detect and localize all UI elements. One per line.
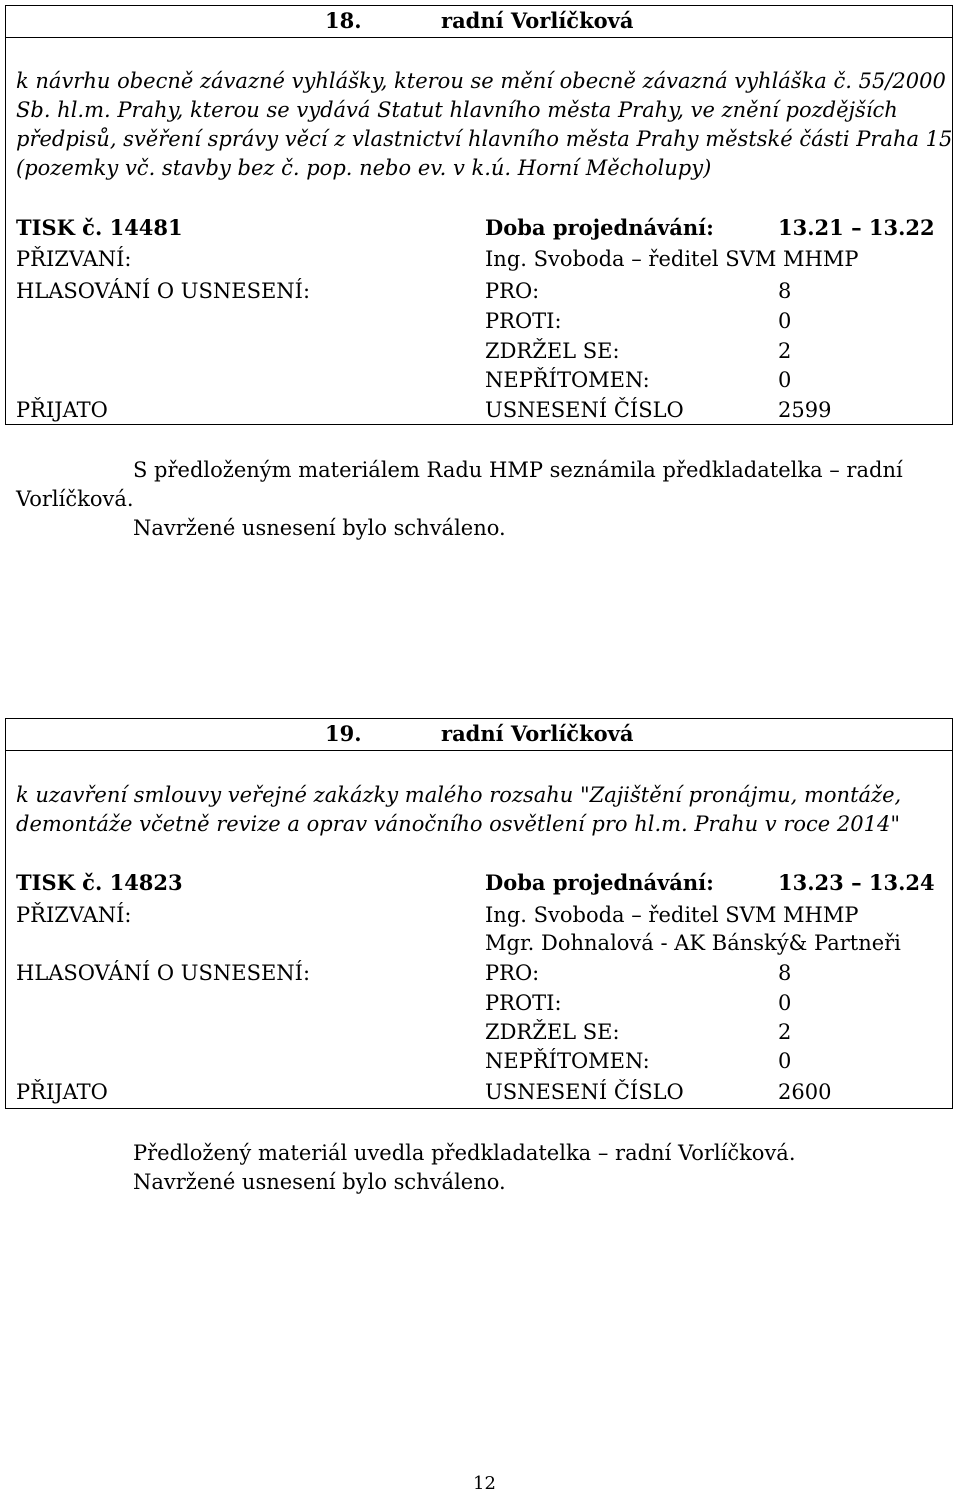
section-18-vote-nepritomen-label: NEPŘÍTOMEN: bbox=[485, 368, 650, 392]
section-19-subject-line-1: k uzavření smlouvy veřejné zakázky malého rozsahu "Zajištění pronájmu, montáže, bbox=[16, 783, 902, 807]
section-19-prijato: PŘIJATO bbox=[16, 1080, 108, 1104]
section-18-note-1: S předloženým materiálem Radu HMP seznámila předkladatelka – radní bbox=[133, 458, 903, 482]
section-19-number: 19. bbox=[325, 721, 362, 746]
section-19-doba-value: 13.23 – 13.24 bbox=[778, 870, 935, 895]
section-19-presenter: radní Vorlíčková bbox=[441, 721, 634, 746]
section-19-doba-label: Doba projednávání: bbox=[485, 870, 714, 895]
page-number: 12 bbox=[473, 1473, 496, 1494]
section-19-prizvani-1: Ing. Svoboda – ředitel SVM MHMP bbox=[485, 903, 859, 927]
section-19-usneseni-number: 2600 bbox=[778, 1080, 832, 1104]
section-18-prizvani-label: PŘIZVANÍ: bbox=[16, 247, 132, 271]
section-18-presenter: radní Vorlíčková bbox=[441, 8, 634, 33]
section-19-subject-line-2: demontáže včetně revize a oprav vánočního osvětlení pro hl.m. Prahu v roce 2014" bbox=[16, 812, 900, 836]
section-18-vote-proti-label: PROTI: bbox=[485, 309, 562, 333]
section-18-note-2: Vorlíčková. bbox=[16, 487, 134, 511]
section-18-number: 18. bbox=[325, 8, 362, 33]
section-18-usneseni-label: USNESENÍ ČÍSLO bbox=[485, 398, 684, 422]
section-18-prijato: PŘIJATO bbox=[16, 398, 108, 422]
section-19-vote-nepritomen-value: 0 bbox=[778, 1049, 792, 1073]
section-18-vote-zdrzel-label: ZDRŽEL SE: bbox=[485, 339, 620, 363]
section-18-usneseni-number: 2599 bbox=[778, 398, 832, 422]
section-19-vote-pro-value: 8 bbox=[778, 961, 792, 985]
section-18-subject-line-4: (pozemky vč. stavby bez č. pop. nebo ev. v k.ú. Horní Měcholupy) bbox=[16, 156, 712, 180]
section-18-vote-proti-value: 0 bbox=[778, 309, 792, 333]
section-19-tisk: TISK č. 14823 bbox=[16, 870, 183, 895]
section-19-vote-proti-value: 0 bbox=[778, 991, 792, 1015]
section-18-vote-zdrzel-value: 2 bbox=[778, 339, 792, 363]
section-19-hlasovani-label: HLASOVÁNÍ O USNESENÍ: bbox=[16, 961, 311, 985]
section-18-note-3: Navržené usnesení bylo schváleno. bbox=[133, 516, 506, 540]
section-18-subject-line-2: Sb. hl.m. Prahy, kterou se vydává Statut hlavního města Prahy, ve znění pozdějších bbox=[16, 98, 898, 122]
section-19-vote-pro-label: PRO: bbox=[485, 961, 540, 985]
section-19-vote-zdrzel-value: 2 bbox=[778, 1020, 792, 1044]
section-18-prizvani-1: Ing. Svoboda – ředitel SVM MHMP bbox=[485, 247, 859, 271]
section-19-note-1: Předložený materiál uvedla předkladatelka – radní Vorlíčková. bbox=[133, 1141, 796, 1165]
section-19-vote-proti-label: PROTI: bbox=[485, 991, 562, 1015]
section-18-subject-line-3: předpisů, svěření správy věcí z vlastnictví hlavního města Prahy městské části Praha 15 bbox=[16, 127, 953, 151]
section-18-doba-label: Doba projednávání: bbox=[485, 215, 714, 240]
section-18-vote-pro-label: PRO: bbox=[485, 279, 540, 303]
section-18-hlasovani-label: HLASOVÁNÍ O USNESENÍ: bbox=[16, 279, 311, 303]
section-19-note-2: Navržené usnesení bylo schváleno. bbox=[133, 1170, 506, 1194]
section-19-usneseni-label: USNESENÍ ČÍSLO bbox=[485, 1080, 684, 1104]
section-19-prizvani-label: PŘIZVANÍ: bbox=[16, 903, 132, 927]
section-18-subject-line-1: k návrhu obecně závazné vyhlášky, kterou se mění obecně závazná vyhláška č. 55/2000 bbox=[16, 69, 946, 93]
section-18-tisk: TISK č. 14481 bbox=[16, 215, 183, 240]
section-18-vote-nepritomen-value: 0 bbox=[778, 368, 792, 392]
section-19-prizvani-2: Mgr. Dohnalová - AK Bánský& Partneři bbox=[485, 931, 901, 955]
section-18-doba-value: 13.21 – 13.22 bbox=[778, 215, 935, 240]
section-19-vote-zdrzel-label: ZDRŽEL SE: bbox=[485, 1020, 620, 1044]
section-18-vote-pro-value: 8 bbox=[778, 279, 792, 303]
section-19-vote-nepritomen-label: NEPŘÍTOMEN: bbox=[485, 1049, 650, 1073]
